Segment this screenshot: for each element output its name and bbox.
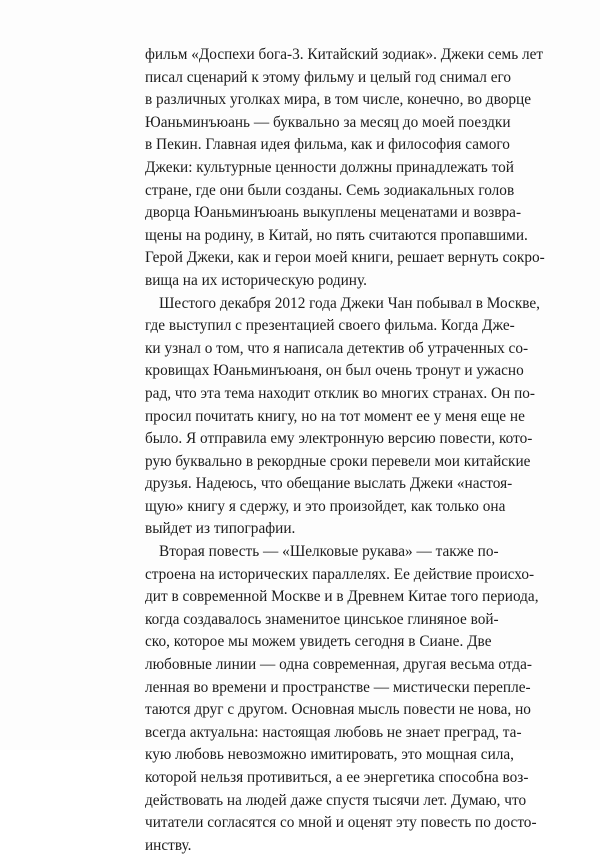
text-line: в различных уголках мира, в том числе, конечно, во дворце (145, 91, 531, 109)
text-line: Шестого декабря 2012 года Джеки Чан побывал в Москве, (159, 294, 540, 312)
text-line: Юаньминъюань — буквально за месяц до моей поездки (145, 113, 511, 131)
body-text (145, 44, 545, 857)
text-line: читатели согласятся со мной и оценят эту повесть по досто- (145, 814, 537, 832)
paragraph-3 (145, 541, 539, 857)
text-line: в Пекин. Главная идея фильма, как и философия самого (145, 136, 510, 154)
text-line: просил почитать книгу, но на тот момент ее у меня еще не (145, 407, 525, 425)
text-line: фильм «Доспехи бога-3. Китайский зодиак». Джеки семь лет (145, 46, 544, 63)
text-line: таются друг с другом. Основная мысль повести не нова, но (145, 701, 531, 719)
text-line: Герой Джеки, как и герои моей книги, решает вернуть сокро- (145, 249, 545, 267)
text-line: друзья. Надеюсь, что обещание выслать Джеки «настоя- (145, 475, 513, 493)
text-line: ленная во времени и пространстве — мистически перепле- (145, 678, 531, 696)
text-line: дворца Юаньминъюань выкуплены меценатами и возвра- (145, 204, 522, 222)
text-line: щую» книгу я сдержу, и это произойдет, как только она (145, 497, 506, 515)
text-line: Джеки: культурные ценности должны принадлежать той (145, 158, 514, 176)
text-line: Вторая повесть — «Шелковые рукава» — также по- (159, 543, 499, 561)
text-line: всегда актуальна: настоящая любовь не знает преград, та- (145, 723, 522, 741)
text-line: инству. (145, 836, 192, 854)
text-line: вища на их историческую родину. (145, 271, 367, 289)
text-line: кровищах Юаньминъюаня, он был очень тронут и ужасно (145, 362, 524, 380)
text-line: кую любовь невозможно имитировать, это мощная сила, (145, 746, 515, 764)
text-line: любовные линии — одна современная, другая весьма отда- (145, 656, 532, 674)
text-line: рую буквально в рекордные сроки перевели мои китайские (145, 452, 531, 470)
text-line: где выступил с презентацией своего фильма. Когда Дже- (145, 317, 515, 335)
text-line: которой нельзя противиться, а ее энергетика способна воз- (145, 769, 529, 786)
text-line: ско, которое мы можем увидеть сегодня в Сиане. Две (145, 633, 492, 651)
text-line: писал сценарий к этому фильму и целый год снимал его (145, 68, 512, 86)
text-line: дит в современной Москве и в Древнем Китае того периода, (145, 588, 539, 606)
text-line: стране, где они были созданы. Семь зодиакальных голов (145, 181, 515, 199)
text-line: когда создавалось знаменитое цинськое глиняное вой- (145, 610, 499, 628)
text-line: щены на родину, в Китай, но пять считаются пропавшими. (145, 226, 528, 244)
text-line: рад, что эта тема находит отклик во многих странах. Он по- (145, 384, 535, 402)
paragraph-1 (145, 44, 545, 293)
text-line: строена на исторических параллелях. Ее действие происхо- (145, 565, 535, 583)
text-line: действовать на людей даже спустя тысячи лет. Думаю, что (145, 791, 527, 809)
text-line: было. Я отправила ему электронную версию повести, кото- (145, 430, 533, 448)
paragraph-2 (145, 293, 540, 542)
text-line: выйдет из типографии. (145, 520, 296, 538)
text-line: ки узнал о том, что я написала детектив об утраченных со- (145, 339, 529, 357)
